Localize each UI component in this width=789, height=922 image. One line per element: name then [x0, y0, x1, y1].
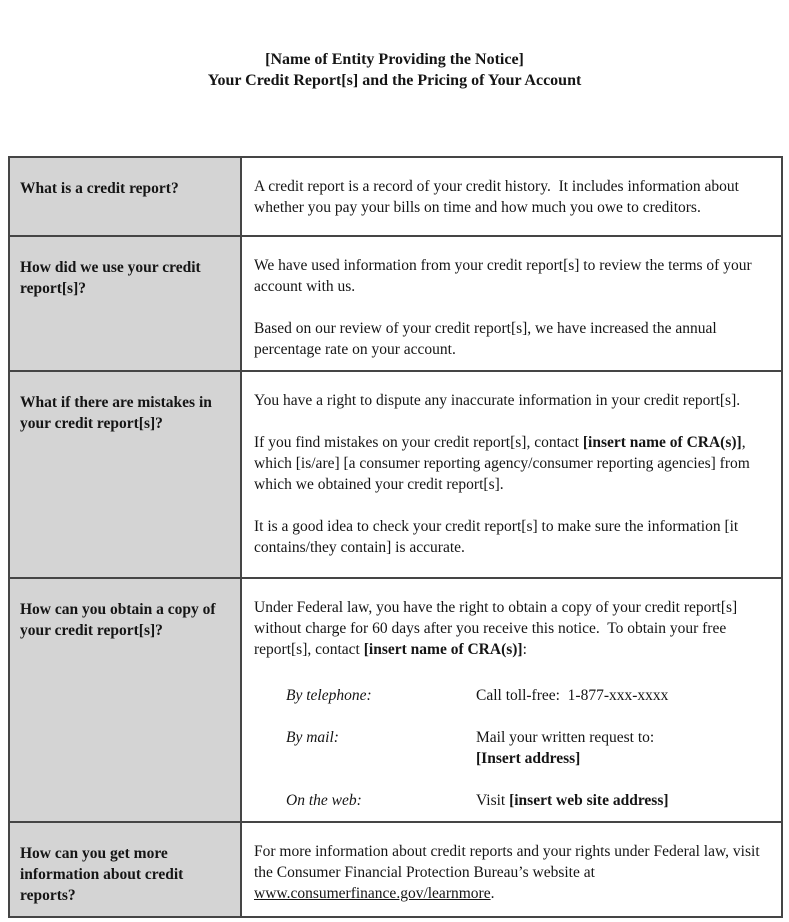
question-text: How can you get more information about credit reports?: [20, 845, 184, 904]
link-url[interactable]: www.consumerfinance.gov/learnmore: [254, 885, 491, 902]
answer-paragraph: Under Federal law, you have the right to obtain a copy of your credit report[s] without charge for 60 days after you receive this notice. To obtain your free report[s], contact [insert name of CRA(s)]:: [254, 599, 742, 658]
question-cell: [9, 822, 241, 917]
contact-methods: [286, 685, 765, 811]
contact-method-value: Call toll-free: 1-877-xxx-xxxx: [476, 687, 669, 704]
contact-method-telephone: [286, 685, 765, 706]
question-cell: [9, 371, 241, 578]
question-cell: [9, 157, 241, 236]
notice-table: [8, 156, 783, 918]
table-row-how-we-used-report: [9, 236, 782, 371]
table-row-mistakes-in-report: [9, 371, 782, 578]
question-cell: [9, 236, 241, 371]
answer-cell: [241, 157, 782, 236]
question-text: What if there are mistakes in your credit report[s]?: [20, 394, 212, 432]
question-text: How can you obtain a copy of your credit report[s]?: [20, 601, 216, 639]
answer-cell: [241, 578, 782, 822]
answer-cell: [241, 822, 782, 917]
document-title-line1: [Name of Entity Providing the Notice]: [265, 51, 524, 68]
document-title-line2: Your Credit Report[s] and the Pricing of Your Account: [207, 72, 582, 89]
answer-paragraph: A credit report is a record of your credit history. It includes information about whether you pay your bills on time and how much you owe to creditors.: [254, 178, 743, 216]
contact-method-mail: [286, 727, 765, 769]
answer-paragraph: If you find mistakes on your credit report[s], contact [insert name of CRA(s)], which [is/are] [a consumer reporting agency/consumer reporting agencies] from which we obtained your credit report[s].: [254, 434, 754, 493]
answer-paragraph: You have a right to dispute any inaccurate information in your credit report[s].: [254, 392, 741, 409]
insert-website-placeholder: [insert web site address]: [509, 792, 669, 809]
insert-cra-placeholder: [insert name of CRA(s)]: [582, 434, 742, 451]
answer-cell: [241, 236, 782, 371]
table-row-more-information: [9, 822, 782, 917]
answer-paragraph: Based on our review of your credit report[s], we have increased the annual percentage rate on your account.: [254, 320, 721, 358]
answer-paragraph: It is a good idea to check your credit report[s] to make sure the information [it contains/they contain] is accurate.: [254, 518, 743, 556]
contact-method-value: Visit [insert web site address]: [476, 792, 669, 809]
table-row-obtain-copy: [9, 578, 782, 822]
answer-cell: [241, 371, 782, 578]
insert-cra-placeholder: [insert name of CRA(s)]: [363, 641, 523, 658]
contact-method-label: By mail:: [286, 729, 339, 746]
document-title: [0, 49, 789, 91]
answer-paragraph: We have used information from your credit report[s] to review the terms of your account with us.: [254, 257, 756, 295]
question-text: How did we use your credit report[s]?: [20, 259, 201, 297]
question-text: What is a credit report?: [20, 180, 179, 197]
contact-method-label: On the web:: [286, 792, 362, 809]
table-row-what-is-credit-report: [9, 157, 782, 236]
question-cell: [9, 578, 241, 822]
contact-method-value: Mail your written request to: [Insert address]: [476, 729, 655, 767]
answer-paragraph: For more information about credit reports and your rights under Federal law, visit the Consumer Financial Protection Bureau’s website at www.consumerfinance.gov/learnmore.: [254, 843, 764, 902]
contact-method-label: By telephone:: [286, 687, 372, 704]
insert-address-placeholder: [Insert address]: [476, 750, 581, 767]
contact-method-web: [286, 790, 765, 811]
